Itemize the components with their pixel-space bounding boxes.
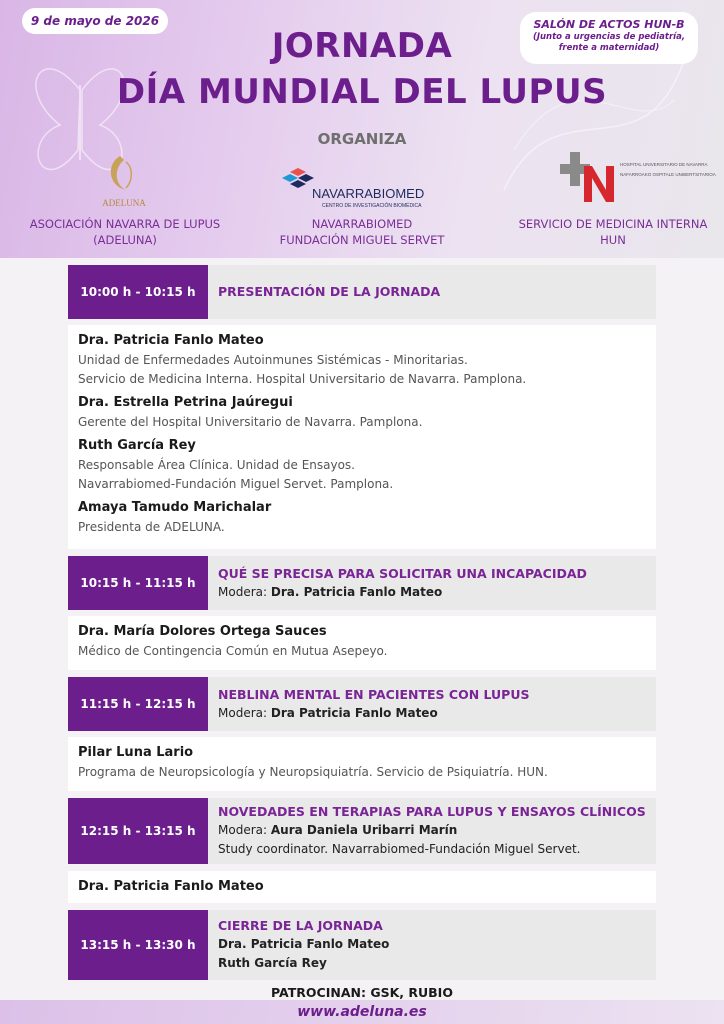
- session-row: [68, 798, 656, 864]
- speaker-desc: Responsable Área Clínica. Unidad de Ensayos.: [78, 458, 355, 472]
- session-topic: [208, 910, 656, 980]
- session-row: [68, 677, 656, 731]
- sponsors-line: PATROCINAN: GSK, RUBIO: [271, 985, 453, 1000]
- organizer-name: SERVICIO DE MEDICINA INTERNA: [518, 217, 708, 231]
- session-topic: [208, 677, 656, 731]
- moderator-name: Dra. Patricia Fanlo Mateo: [270, 584, 443, 599]
- organizer-adeluna: [10, 216, 240, 248]
- organizer-hun: [506, 216, 720, 248]
- session-title: QUÉ SE PRECISA PARA SOLICITAR UNA INCAPACIDAD: [218, 565, 587, 581]
- speakers-block: [68, 325, 656, 549]
- adeluna-logo: [96, 150, 152, 214]
- organizer-name: FUNDACIÓN MIGUEL SERVET: [279, 233, 445, 247]
- moderator-line: [218, 821, 646, 840]
- organizer-name: (ADELUNA): [93, 233, 157, 247]
- event-date: 9 de mayo de 2026: [22, 8, 168, 34]
- closing-speaker-name: Dra. Patricia Fanlo Mateo: [218, 937, 390, 951]
- hun-logo-icon: [560, 152, 716, 206]
- speaker-desc: Navarrabiomed-Fundación Miguel Servet. Pamplona.: [78, 477, 394, 491]
- session-title: NOVEDADES EN TERAPIAS PARA LUPUS Y ENSAYOS CLÍNICOS: [218, 804, 646, 819]
- session-topic: [208, 556, 656, 610]
- moderator-line: [218, 704, 646, 723]
- speaker-desc: Médico de Contingencia Común en Mutua Asepeyo.: [78, 644, 388, 658]
- organiza-label: ORGANIZA: [317, 130, 407, 148]
- speaker-desc: Servicio de Medicina Interna. Hospital Universitario de Navarra. Pamplona.: [78, 372, 527, 386]
- moderator-name: Aura Daniela Uribarri Marín: [270, 823, 458, 837]
- website-link[interactable]: www.adeluna.es: [297, 1004, 427, 1020]
- session-row: [68, 910, 656, 980]
- navarrabiomed-logo-icon: [284, 166, 434, 210]
- speakers-block: [68, 737, 656, 791]
- organizer-navarrabiomed: [250, 216, 474, 248]
- svg-text:NAFARROAKO OSPITALE UNIBERTSIT: NAFARROAKO OSPITALE UNIBERTSITARIOA: [620, 172, 716, 177]
- organizer-name: HUN: [600, 233, 626, 247]
- speaker-name: Dra. Patricia Fanlo Mateo: [78, 879, 264, 894]
- session-time: 10:15 h - 11:15 h: [68, 556, 208, 610]
- speaker-name: Pilar Luna Lario: [78, 745, 194, 760]
- session-time: 12:15 h - 13:15 h: [68, 798, 208, 864]
- page-title-line2: DÍA MUNDIAL DEL LUPUS: [116, 72, 608, 112]
- speaker-name: Dra. Patricia Fanlo Mateo: [78, 333, 264, 348]
- session-time: 10:00 h - 10:15 h: [68, 265, 208, 319]
- speaker-desc: Presidenta de ADELUNA.: [78, 520, 225, 534]
- closing-speaker: [218, 935, 646, 954]
- session-time: 11:15 h - 12:15 h: [68, 677, 208, 731]
- speaker-desc: Gerente del Hospital Universitario de Navarra. Pamplona.: [78, 415, 423, 429]
- navarrabiomed-logo: [284, 166, 434, 210]
- session-title: CIERRE DE LA JORNADA: [218, 918, 383, 933]
- moderator-label: Modera:: [218, 823, 268, 837]
- organizer-name: ASOCIACIÓN NAVARRA DE LUPUS: [29, 217, 221, 231]
- session-row: [68, 265, 656, 319]
- closing-speaker-name: Ruth García Rey: [218, 956, 327, 970]
- svg-text:CENTRO DE INVESTIGACIÓN BIOMÉD: CENTRO DE INVESTIGACIÓN BIOMÉDICA: [322, 203, 422, 209]
- organizer-name: NAVARRABIOMED: [311, 217, 413, 231]
- session-row: [68, 556, 656, 610]
- closing-speaker: [218, 954, 646, 973]
- moderator-name: Dra Patricia Fanlo Mateo: [270, 705, 438, 720]
- speaker-name: Dra. Estrella Petrina Jaúregui: [78, 395, 293, 410]
- speakers-block: [68, 616, 656, 670]
- venue-title: SALÓN DE ACTOS HUN-B: [533, 18, 685, 31]
- page-title-line1: JORNADA: [271, 26, 453, 66]
- speaker-desc: Programa de Neuropsicología y Neuropsiquiatría. Servicio de Psiquiatría. HUN.: [78, 765, 548, 779]
- session-title: PRESENTACIÓN DE LA JORNADA: [218, 284, 441, 299]
- svg-text:NAVARRABIOMED: NAVARRABIOMED: [312, 186, 425, 201]
- speaker-desc: Unidad de Enfermedades Autoinmunes Sistémicas - Minoritarias.: [78, 353, 468, 367]
- moderator-label: Modera:: [218, 705, 268, 720]
- header-banner: [0, 0, 724, 258]
- svg-text:HOSPITAL UNIVERSITARIO DE NAVA: HOSPITAL UNIVERSITARIO DE NAVARRA: [620, 162, 708, 167]
- venue-note: (Junto a urgencias de pediatría, frente a maternidad): [532, 32, 686, 53]
- session-topic: [208, 265, 656, 319]
- session-topic: [208, 798, 656, 864]
- svg-text:ADELUNA: ADELUNA: [102, 198, 146, 208]
- speaker-name: Ruth García Rey: [78, 438, 196, 453]
- moderator-desc: Study coordinator. Navarrabiomed-Fundación Miguel Servet.: [218, 842, 581, 856]
- moderator-label: Modera:: [218, 584, 268, 599]
- moderator-line: [218, 583, 646, 602]
- hun-logo: [560, 152, 716, 206]
- session-time: 13:15 h - 13:30 h: [68, 910, 208, 980]
- adeluna-logo-icon: [96, 150, 152, 214]
- speaker-name: Amaya Tamudo Marichalar: [78, 500, 272, 515]
- speaker-name: Dra. María Dolores Ortega Sauces: [78, 624, 327, 639]
- speakers-block: [68, 871, 656, 903]
- session-title: NEBLINA MENTAL EN PACIENTES CON LUPUS: [218, 686, 530, 702]
